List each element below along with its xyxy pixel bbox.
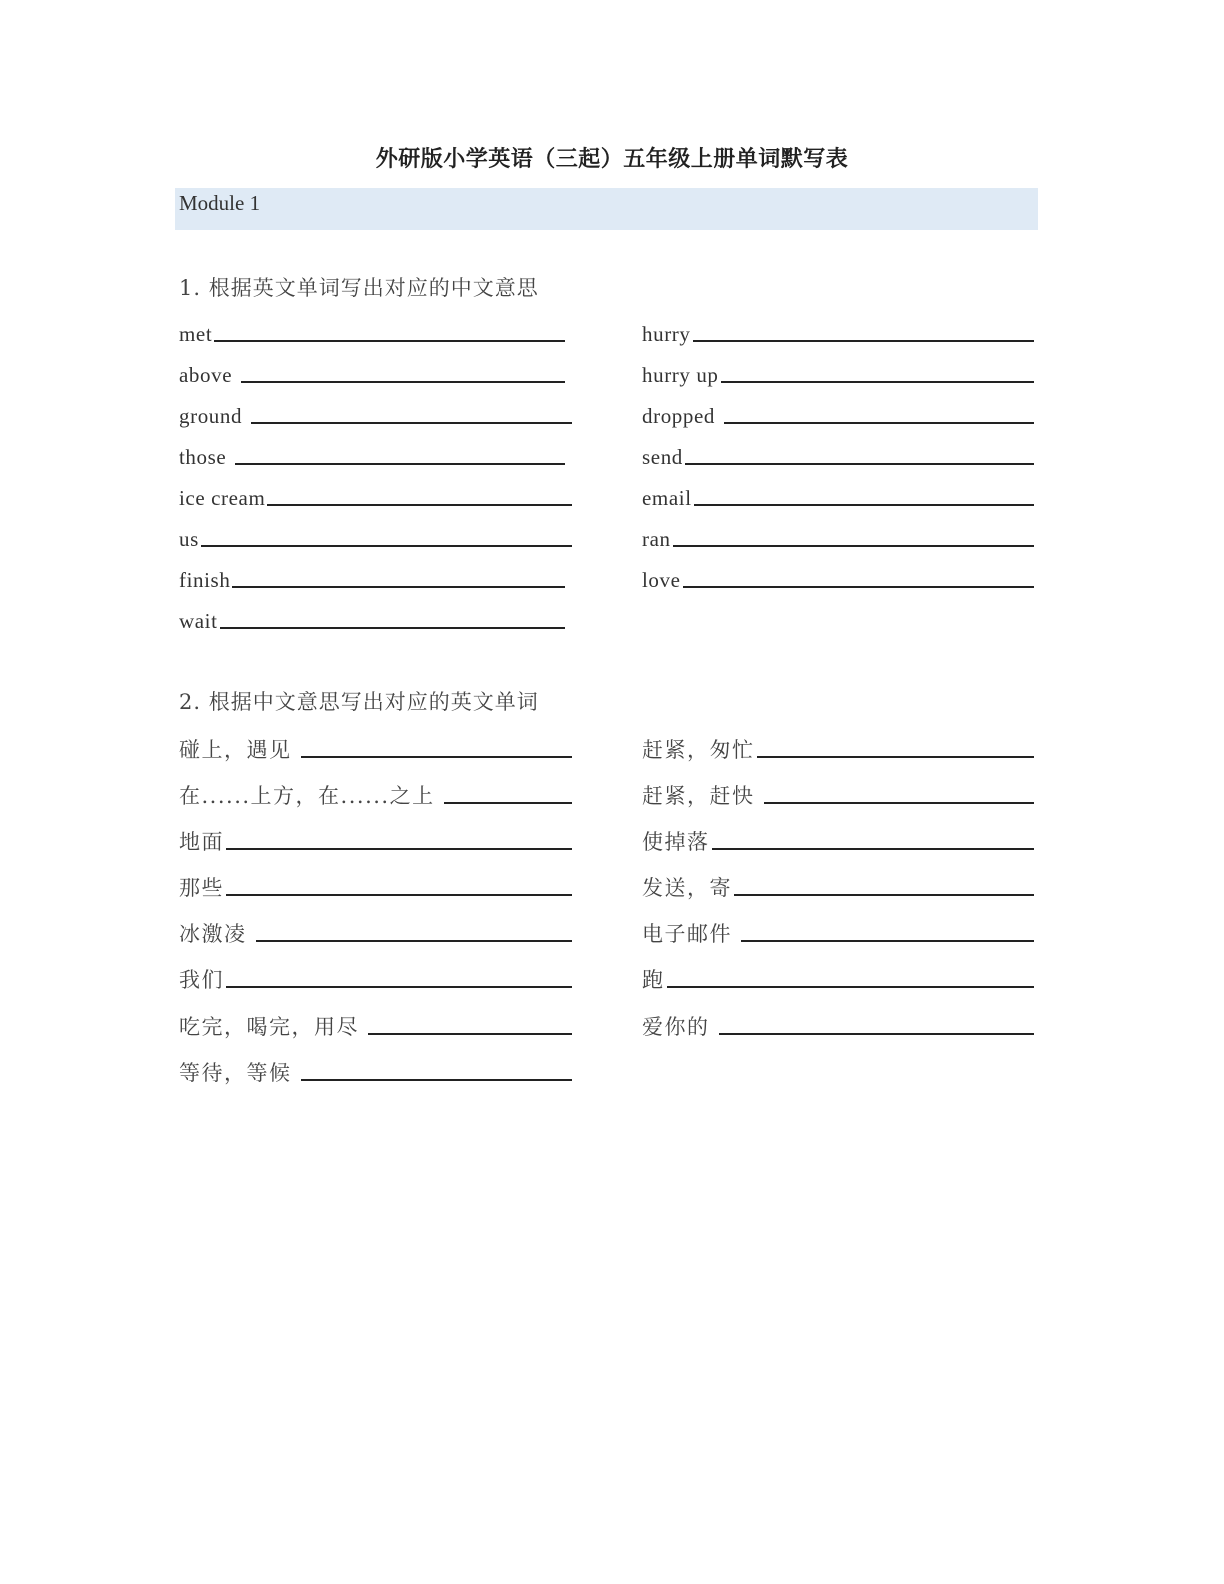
answer-blank[interactable] (667, 968, 1035, 988)
meaning-label: 地面 (179, 830, 224, 854)
vocab-row (179, 316, 565, 346)
meaning-label: 吃完，喝完，用尽 (179, 1015, 359, 1039)
vocab-row (179, 778, 572, 808)
answer-blank[interactable] (693, 322, 1035, 342)
vocab-row (179, 398, 572, 428)
answer-blank[interactable] (214, 322, 565, 342)
word-label: above (179, 363, 233, 387)
word-label: hurry (642, 322, 691, 346)
answer-blank[interactable] (764, 784, 1035, 804)
word-label: send (642, 445, 683, 469)
answer-blank[interactable] (757, 738, 1035, 758)
meaning-label: 赶紧，赶快 (642, 784, 755, 808)
answer-blank[interactable] (719, 1015, 1035, 1035)
answer-blank[interactable] (683, 568, 1034, 588)
module-label: Module 1 (179, 191, 261, 215)
vocab-row (642, 480, 1034, 510)
answer-blank[interactable] (235, 445, 565, 465)
answer-blank[interactable] (685, 445, 1034, 465)
answer-blank[interactable] (734, 876, 1034, 896)
page-title: 外研版小学英语（三起）五年级上册单词默写表 (375, 147, 849, 172)
vocab-row (642, 521, 1034, 551)
vocab-row (179, 1055, 572, 1085)
meaning-label: 等待，等候 (179, 1061, 292, 1085)
word-label: us (179, 527, 199, 551)
answer-blank[interactable] (226, 830, 572, 850)
answer-blank[interactable] (256, 922, 573, 942)
vocab-row (179, 521, 572, 551)
vocab-row (642, 357, 1034, 387)
meaning-label: 在......上方，在......之上 (179, 784, 435, 808)
answer-blank[interactable] (201, 527, 572, 547)
word-label: email (642, 486, 692, 510)
vocab-row (179, 562, 565, 592)
meaning-label: 跑 (642, 968, 665, 992)
answer-blank[interactable] (241, 363, 565, 383)
word-label: love (642, 568, 681, 592)
vocab-row (179, 480, 572, 510)
vocab-row (179, 1009, 572, 1039)
meaning-label: 赶紧，匆忙 (642, 738, 755, 762)
vocab-row (642, 732, 1034, 762)
word-label: finish (179, 568, 231, 592)
vocab-row (642, 870, 1034, 900)
vocab-row (642, 562, 1034, 592)
word-label: ground (179, 404, 243, 428)
vocab-row (642, 962, 1034, 992)
answer-blank[interactable] (232, 568, 565, 588)
answer-blank[interactable] (712, 830, 1035, 850)
vocab-row (179, 870, 572, 900)
meaning-label: 爱你的 (642, 1015, 710, 1039)
answer-blank[interactable] (226, 876, 572, 896)
vocab-row (179, 916, 572, 946)
answer-blank[interactable] (226, 968, 572, 988)
word-label: met (179, 322, 213, 346)
vocab-row (179, 357, 565, 387)
vocab-row (179, 603, 565, 633)
word-label: wait (179, 609, 218, 633)
vocab-row (642, 916, 1034, 946)
vocab-row (642, 824, 1034, 854)
answer-blank[interactable] (444, 784, 572, 804)
word-label: those (179, 445, 227, 469)
answer-blank[interactable] (251, 404, 572, 424)
meaning-label: 电子邮件 (642, 922, 732, 946)
answer-blank[interactable] (724, 404, 1034, 424)
answer-blank[interactable] (721, 363, 1034, 383)
vocab-row (179, 439, 565, 469)
answer-blank[interactable] (694, 486, 1034, 506)
answer-blank[interactable] (368, 1015, 572, 1035)
module-header-bar (175, 188, 1038, 230)
vocab-row (642, 398, 1034, 428)
word-label: dropped (642, 404, 716, 428)
word-label: hurry up (642, 363, 719, 387)
meaning-label: 我们 (179, 968, 224, 992)
meaning-label: 发送，寄 (642, 876, 732, 900)
word-label: ran (642, 527, 671, 551)
meaning-label: 那些 (179, 876, 224, 900)
section1-heading: 1. 根据英文单词写出对应的中文意思 (179, 276, 539, 300)
answer-blank[interactable] (220, 609, 565, 629)
meaning-label: 冰激凌 (179, 922, 247, 946)
answer-blank[interactable] (741, 922, 1034, 942)
vocab-row (642, 439, 1034, 469)
vocab-row (642, 316, 1034, 346)
meaning-label: 碰上，遇见 (179, 738, 292, 762)
section2-heading: 2. 根据中文意思写出对应的英文单词 (179, 690, 539, 714)
answer-blank[interactable] (673, 527, 1034, 547)
word-label: ice cream (179, 486, 266, 510)
vocab-row (179, 962, 572, 992)
answer-blank[interactable] (301, 738, 573, 758)
answer-blank[interactable] (267, 486, 572, 506)
answer-blank[interactable] (301, 1061, 573, 1081)
vocab-row (642, 1009, 1034, 1039)
meaning-label: 使掉落 (642, 830, 710, 854)
vocab-row (642, 778, 1034, 808)
vocab-row (179, 824, 572, 854)
vocab-row (179, 732, 572, 762)
